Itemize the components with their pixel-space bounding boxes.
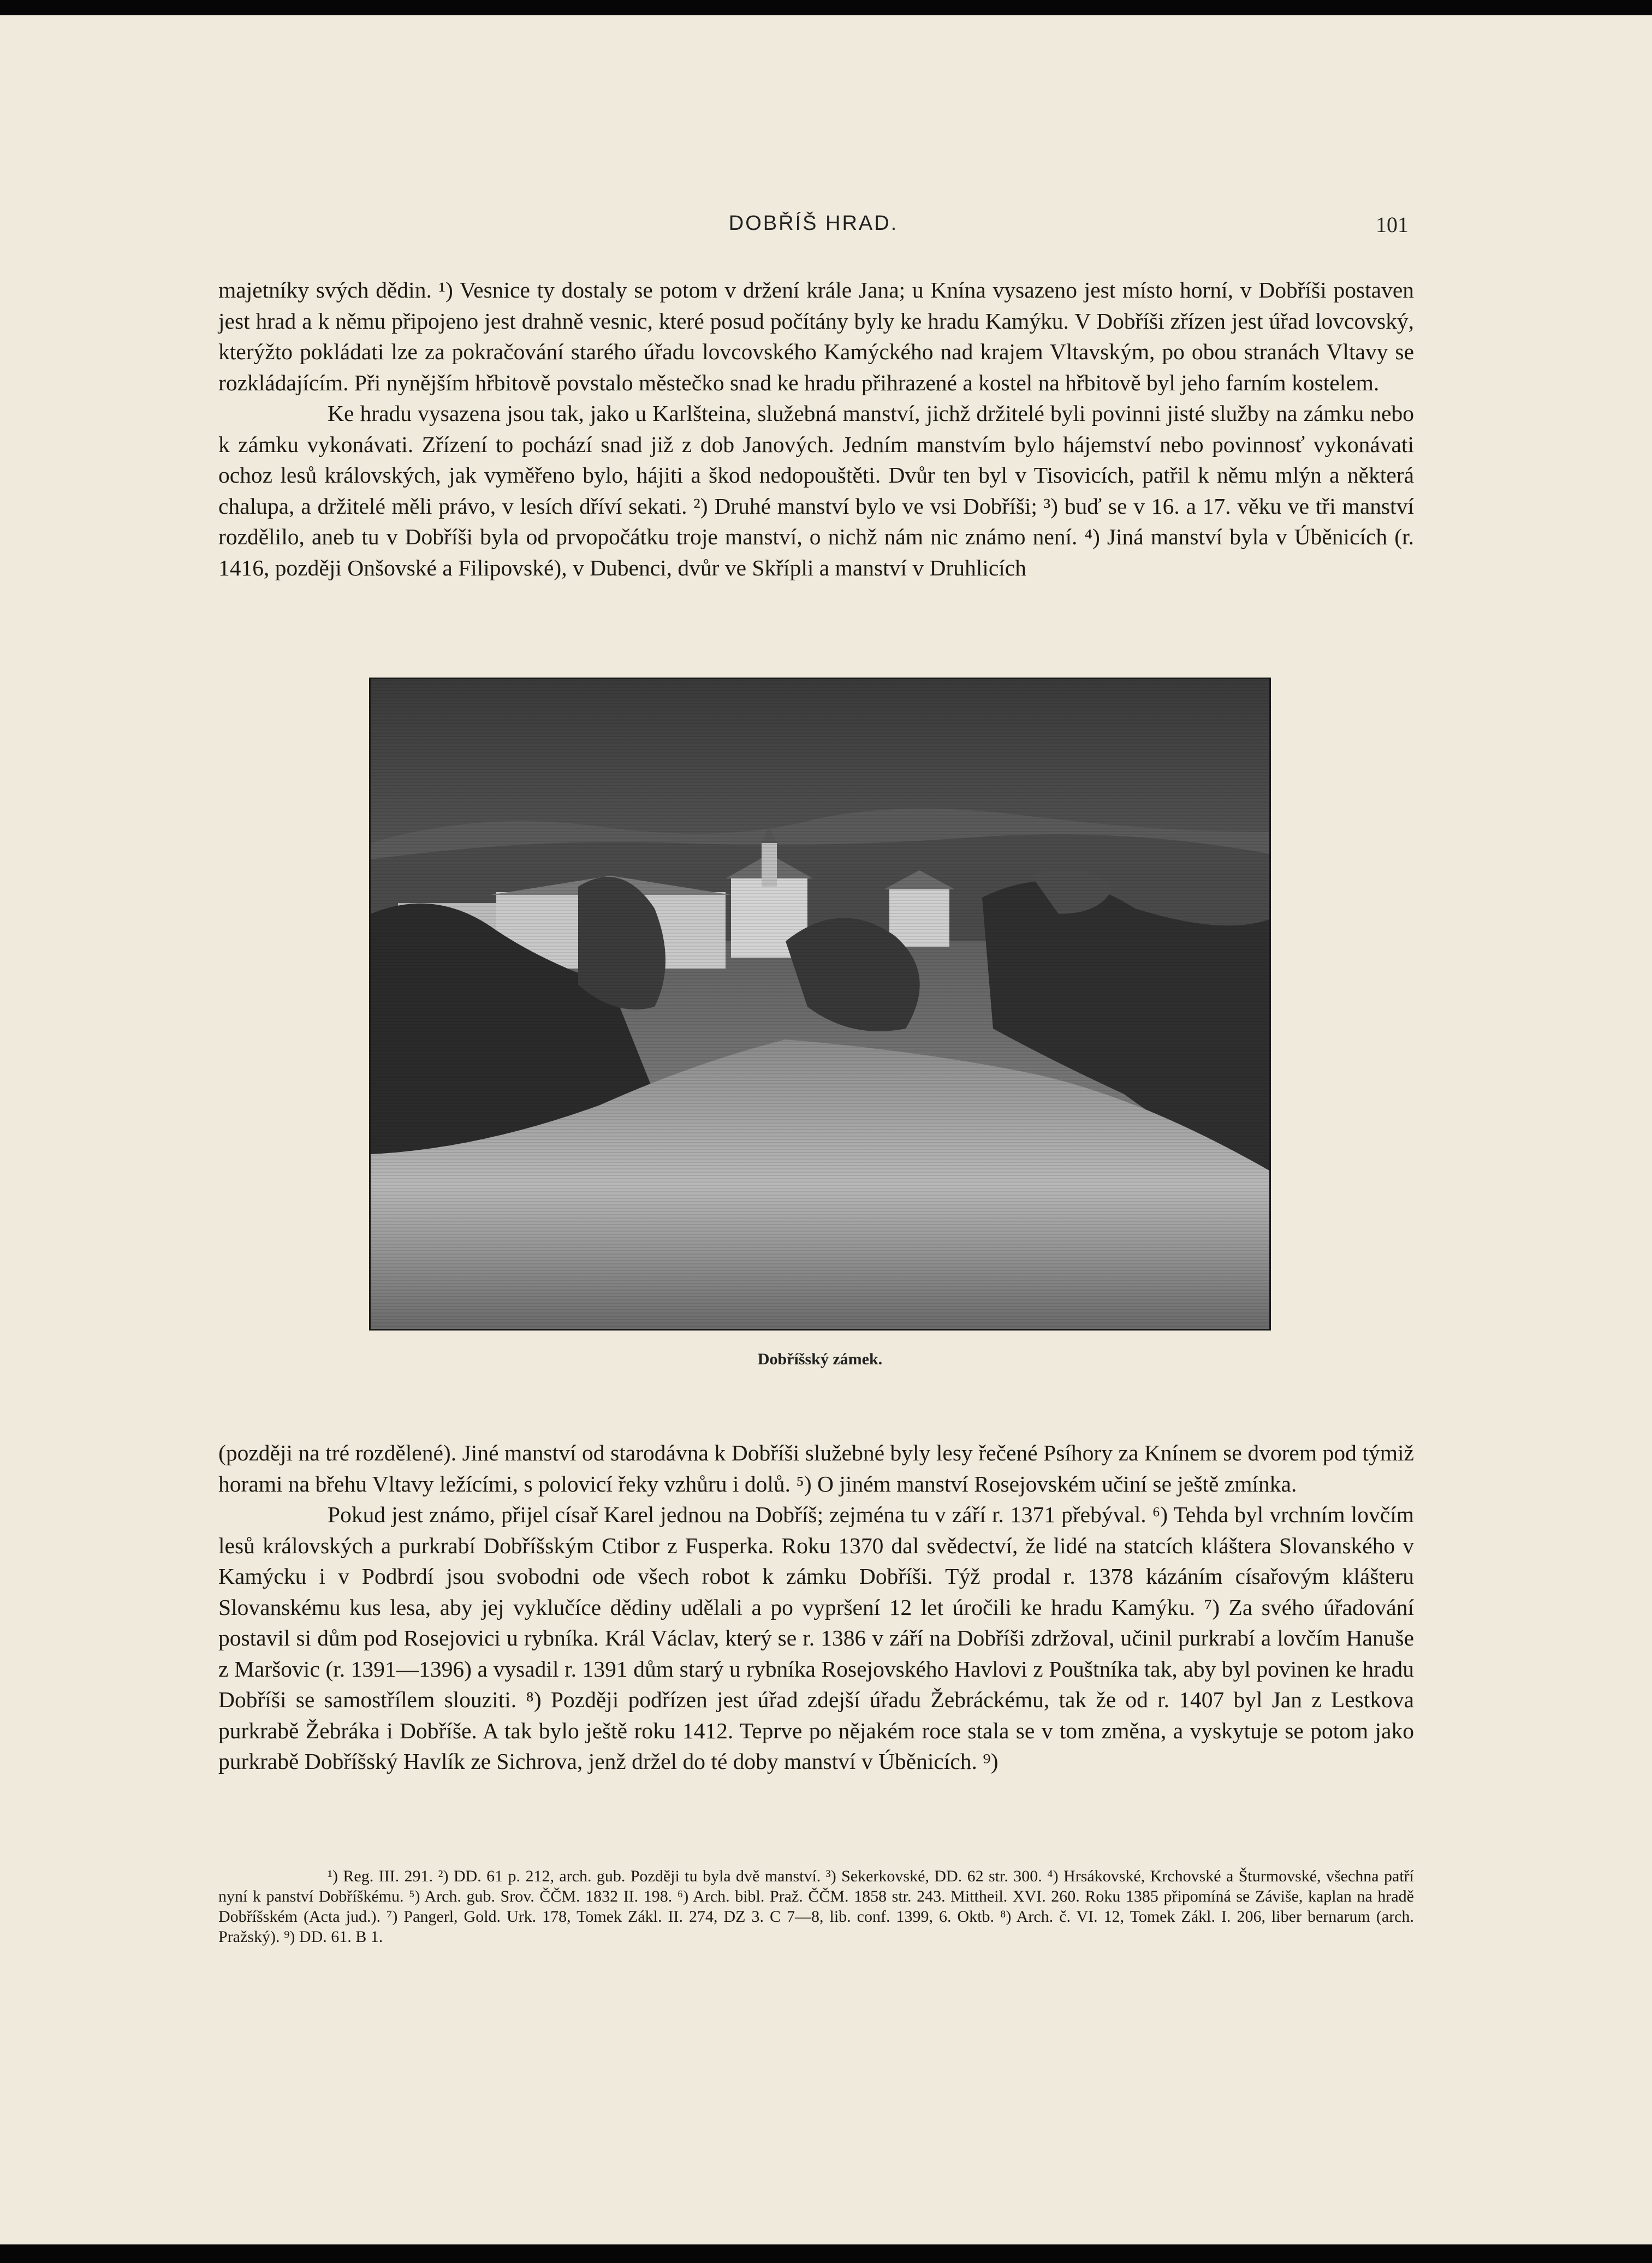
book-page [0, 15, 1652, 2244]
paragraph: Ke hradu vysazena jsou tak, jako u Karlšteina, služebná manství, jichž držitelé byli povinni jisté služby na zámku nebo k zámku vykonávati. Zřízení to pochází snad již z dob Janových. Jedním manstvím bylo hájemství nebo povinnosť vykonávati ochoz lesů královských, jak vyměřeno bylo, hájiti a škod nedopouštěti. Dvůr ten byl v Tisovicích, patřil k němu mlýn a některá chalupa, a držitelé měli právo, v lesích dříví sekati. ²) Druhé manství bylo ve vsi Dobříši; ³) buď se v 16. a 17. věku ve tři manství rozdělilo, aneb tu v Dobříši byla od prvopočátku troje manství, o nichž nám nic známo není. ⁴) Jiná manství byla v Úběnicích (r. 1416, později Onšovské a Filipovské), v Dubenci, dvůr ve Skřípli a manství v Druhlicích [218, 401, 1414, 580]
paragraph: (později na tré rozdělené). Jiné manství od starodávna k Dobříši služebné byly lesy řečené Psíhory za Knínem se dvorem pod týmiž horami na břehu Vltavy ležícími, s polovicí řeky vzhůru i dolů. ⁵) O jiném manství Rosejovském učiní se ještě zmínka. [218, 1440, 1414, 1496]
page-number: 101 [1376, 212, 1409, 237]
footnotes [218, 1866, 1414, 1947]
paragraph: majetníky svých dědin. ¹) Vesnice ty dostaly se potom v držení krále Jana; u Knína vysazeno jest místo horní, v Dobříši postaven jest hrad a k němu připojeno jest drahně vesnic, které posud počítány byly ke hradu Kamýku. V Dobříši zřízen jest úřad lovcovský, kterýžto pokládati lze za pokračování starého úřadu lovcovského Kamýckého nad krajem Vltavským, po obou stranách Vltavy se rozkládajícím. Při nynějším hřbitově povstalo městečko snad ke hradu přihrazené a kostel na hřbitově byl jeho farním kostelem. [218, 277, 1414, 395]
running-head-title: DOBŘÍŠ HRAD. [728, 212, 899, 235]
running-head [218, 201, 1409, 250]
engraving-dobris-castle [369, 678, 1271, 1331]
footnote-text: ¹) Reg. III. 291. ²) DD. 61 p. 212, arch. gub. Později tu byla dvě manství. ³) Sekerkovské, DD. 62 str. 300. ⁴) Hrsákovské, Krchovské a Šturmovské, všechna patří nyní k panství Dobříškému. ⁵) Arch. gub. Srov. ČČM. 1832 II. 198. ⁶) Arch. bibl. Praž. ČČM. 1858 str. 243. Mittheil. XVI. 260. Roku 1385 připomíná se Záviše, kaplan na hradě Dobříšském (Acta jud.). ⁷) Pangerl, Gold. Urk. 178, Tomek Zákl. II. 274, DZ 3. C 7—8, lib. conf. 1399, 6. Oktb. ⁸) Arch. č. VI. 12, Tomek Zákl. I. 206, liber bernarum (arch. Pražský). ⁹) DD. 61. B 1. [218, 1867, 1414, 1946]
paragraph: Pokud jest známo, přijel císař Karel jednou na Dobříš; zejména tu v září r. 1371 přebýval. ⁶) Tehda byl vrchním lovčím lesů královských a purkrabí Dobříšským Ctibor z Fusperka. Roku 1370 dal svědectví, že lidé na statcích kláštera Slovanského v Kamýcku i v Podbrdí jsou svobodni ode všech robot k zámku Dobříši. Týž prodal r. 1378 kázáním císařovým klášteru Slovanskému kus lesa, aby jej vyklučíce dědiny udělali a po vypršení 12 let úročili ke hradu Kamýku. ⁷) Za svého úřadování postavil si dům pod Rosejovici u rybníka. Král Václav, který se r. 1386 v září na Dobříši zdržoval, učinil purkrabí a lovčím Hanuše z Maršovic (r. 1391—1396) a vysadil r. 1391 dům starý u rybníka Rosejovského Havlovi z Pouštníka tak, aby byl povinen ke hradu Dobříši se samostřílem slouziti. ⁸) Později podřízen jest úřad zdejší úřadu Žebráckému, tak že od r. 1407 byl Jan z Lestkova purkrabě Žebráka i Dobříše. A tak bylo ještě roku 1412. Teprve po nějakém roce stala se v tom změna, a vyskytuje se potom jako purkrabě Dobříšský Havlík ze Sichrova, jenž držel do té doby manství v Úběnicích. ⁹) [218, 1502, 1414, 1774]
figure-caption: Dobříšský zámek. [757, 1350, 883, 1368]
castle-illustration [371, 679, 1269, 1329]
body-text-top [218, 275, 1414, 583]
body-text-bottom [218, 1438, 1414, 1777]
